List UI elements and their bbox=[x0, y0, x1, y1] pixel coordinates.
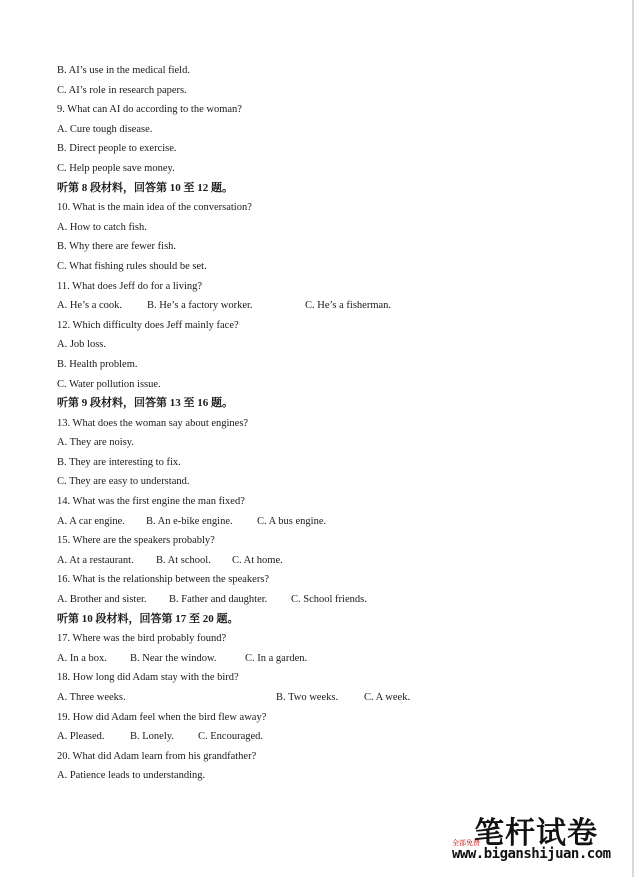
answer-options-row bbox=[57, 727, 617, 747]
answer-option: A. How to catch fish. bbox=[57, 221, 147, 233]
answer-option: C. A week. bbox=[364, 692, 411, 703]
answer-option: B. He’s a factory worker. bbox=[147, 300, 253, 312]
question-text: 9. What can AI do according to the woman? bbox=[57, 104, 242, 116]
question-text: 14. What was the first engine the man fixed? bbox=[57, 496, 245, 508]
watermark-url: www.biganshijuan.com bbox=[452, 846, 611, 862]
answer-option: B. AI’s use in the medical field. bbox=[57, 65, 190, 76]
answer-options-row bbox=[57, 590, 617, 610]
answer-options-row bbox=[57, 512, 617, 532]
question-text: 17. Where was the bird probably found? bbox=[57, 633, 227, 645]
question-text: 16. What is the relationship between the speakers? bbox=[57, 574, 270, 586]
question-text: 18. How long did Adam stay with the bird? bbox=[57, 672, 239, 684]
answer-option: B. At school. bbox=[156, 554, 211, 566]
watermark-stamp: 全部免费 bbox=[452, 839, 480, 847]
answer-option: C. They are easy to understand. bbox=[57, 476, 190, 488]
answer-option: C. In a garden. bbox=[245, 652, 308, 664]
question-text: 11. What does Jeff do for a living? bbox=[57, 280, 203, 292]
answer-option: B. Near the window. bbox=[130, 652, 217, 664]
answer-option: A. A car engine. bbox=[57, 515, 125, 527]
question-text: 15. Where are the speakers probably? bbox=[57, 535, 215, 547]
answer-option: A. Pleased. bbox=[57, 731, 105, 743]
answer-option: A. He’s a cook. bbox=[57, 300, 123, 312]
answer-option: B. Lonely. bbox=[130, 731, 174, 743]
question-text: 13. What does the woman say about engines? bbox=[57, 417, 249, 429]
question-text: 10. What is the main idea of the conversation? bbox=[57, 202, 252, 214]
section-heading: 听第 10 段材料，回答第 17 至 20 题。 bbox=[57, 612, 239, 625]
answer-option: B. An e-bike engine. bbox=[146, 515, 233, 527]
answer-option: C. School friends. bbox=[291, 594, 367, 606]
answer-option: B. Two weeks. bbox=[276, 692, 339, 703]
answer-option: C. At home. bbox=[232, 554, 283, 566]
answer-option: A. Job loss. bbox=[57, 339, 107, 351]
answer-option: C. Water pollution issue. bbox=[57, 378, 161, 390]
answer-option: B. Direct people to exercise. bbox=[57, 143, 177, 155]
answer-option: A. At a restaurant. bbox=[57, 554, 134, 566]
answer-option: C. He’s a fisherman. bbox=[305, 300, 392, 312]
answer-option: A. Three weeks. bbox=[57, 692, 126, 703]
answer-option: A. In a box. bbox=[57, 652, 107, 664]
document-body bbox=[57, 61, 617, 786]
answer-option: C. AI’s role in research papers. bbox=[57, 84, 187, 96]
answer-options-row bbox=[57, 296, 617, 316]
answer-options-row bbox=[57, 688, 617, 708]
answer-option: B. Father and daughter. bbox=[169, 594, 268, 606]
question-text: 20. What did Adam learn from his grandfather? bbox=[57, 750, 257, 762]
answer-option: A. Brother and sister. bbox=[57, 594, 147, 606]
section-heading: 听第 8 段材料，回答第 10 至 12 题。 bbox=[57, 181, 233, 194]
watermark-logo bbox=[452, 808, 612, 868]
answer-option: B. They are interesting to fix. bbox=[57, 456, 181, 468]
answer-options-row bbox=[57, 551, 617, 571]
question-text: 12. Which difficulty does Jeff mainly face? bbox=[57, 319, 239, 331]
answer-option: C. Encouraged. bbox=[198, 731, 264, 743]
answer-option: B. Why there are fewer fish. bbox=[57, 241, 177, 253]
question-text: 19. How did Adam feel when the bird flew away? bbox=[57, 711, 267, 723]
answer-options-row bbox=[57, 649, 617, 669]
answer-option: C. A bus engine. bbox=[257, 515, 327, 527]
answer-option: C. What fishing rules should be set. bbox=[57, 260, 207, 272]
answer-option: C. Help people save money. bbox=[57, 162, 175, 174]
answer-option: A. Cure tough disease. bbox=[57, 123, 153, 135]
answer-option: A. They are noisy. bbox=[57, 437, 134, 449]
watermark-title: 笔杆试卷 bbox=[474, 816, 598, 851]
answer-option: B. Health problem. bbox=[57, 358, 138, 370]
answer-option: A. Patience leads to understanding. bbox=[57, 770, 206, 782]
section-heading: 听第 9 段材料，回答第 13 至 16 题。 bbox=[57, 397, 233, 410]
